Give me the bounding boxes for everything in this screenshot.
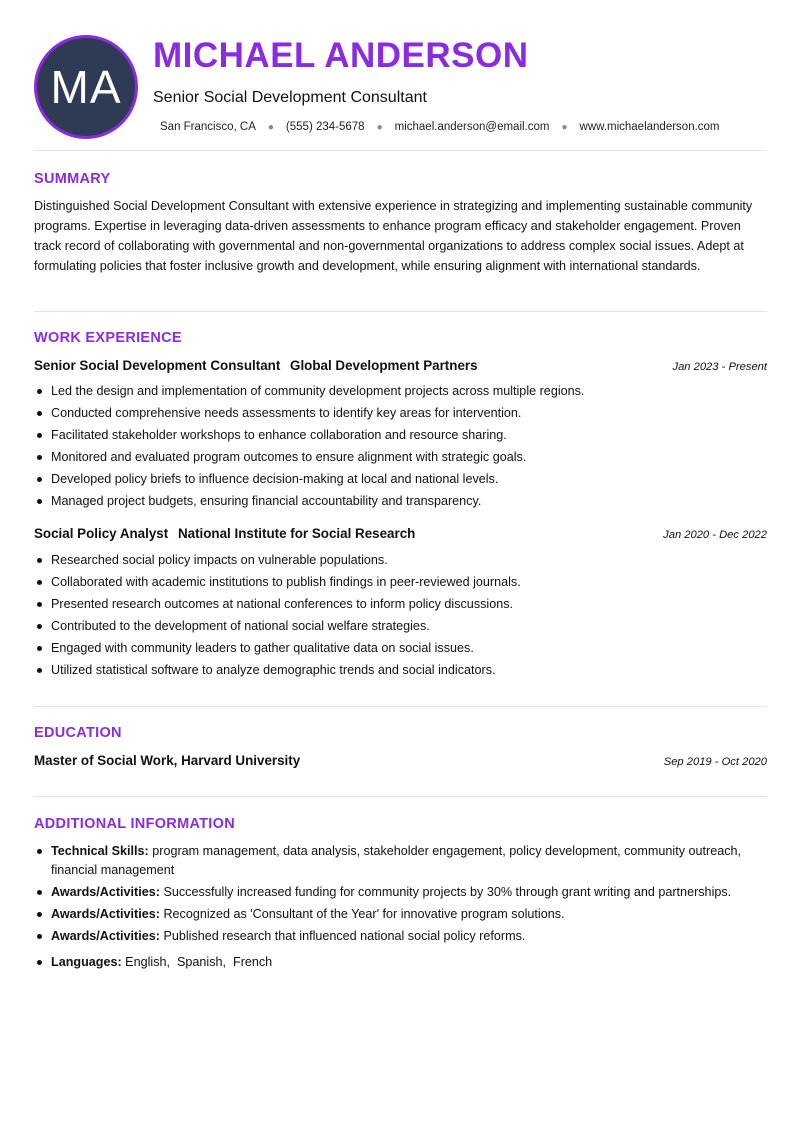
info-label: Languages:	[51, 955, 122, 969]
info-text: English, Spanish, French	[121, 955, 273, 969]
section-heading-additional: ADDITIONAL INFORMATION	[34, 816, 235, 832]
education-entry	[34, 753, 767, 768]
bullet-separator-icon: ●	[561, 121, 568, 133]
info-text: Recognized as 'Consultant of the Year' for innovative program solutions.	[159, 907, 565, 921]
list-item: Engaged with community leaders to gather qualitative data on social issues.	[34, 637, 767, 659]
bullet-separator-icon: ●	[267, 121, 274, 133]
info-text: Successfully increased funding for community projects by 30% through grant writing and partnerships.	[159, 885, 732, 899]
contact-phone: (555) 234-5678	[285, 121, 365, 133]
avatar	[34, 35, 138, 139]
education-dates: Sep 2019 - Oct 2020	[663, 756, 767, 768]
candidate-title: Senior Social Development Consultant	[153, 89, 427, 106]
job-dates: Jan 2020 - Dec 2022	[663, 529, 767, 541]
job-role: Social Policy Analyst	[34, 526, 169, 541]
divider	[34, 796, 767, 797]
section-heading-education: EDUCATION	[34, 725, 122, 741]
contact-email[interactable]: michael.anderson@email.com	[394, 121, 550, 133]
list-item: Conducted comprehensive needs assessments to identify key areas for intervention.	[34, 402, 767, 424]
job-bullets	[34, 549, 767, 681]
job-company: National Institute for Social Research	[177, 526, 416, 541]
list-item	[34, 953, 754, 972]
list-item: Presented research outcomes at national conferences to inform policy discussions.	[34, 593, 767, 615]
list-item: Contributed to the development of national social welfare strategies.	[34, 615, 767, 637]
list-item: Collaborated with academic institutions to publish findings in peer-reviewed journals.	[34, 571, 767, 593]
candidate-name: MICHAEL ANDERSON	[153, 36, 529, 75]
info-label: Awards/Activities:	[51, 885, 160, 899]
list-item: Managed project budgets, ensuring financial accountability and transparency.	[34, 490, 767, 512]
divider	[34, 150, 767, 151]
education-degree: Master of Social Work, Harvard University	[34, 753, 301, 768]
resume-header	[0, 0, 800, 150]
job-header	[34, 526, 767, 541]
section-heading-summary: SUMMARY	[34, 171, 111, 187]
list-item	[34, 883, 754, 902]
list-item: Monitored and evaluated program outcomes to ensure alignment with strategic goals.	[34, 446, 767, 468]
summary-text: Distinguished Social Development Consultant with extensive experience in strategizing and implementing sustainable community programs. Expertise in leveraging data-driven assessments to enhance program efficacy and stakeholder engagement. Proven track record of collaborating with governmental and non-governmental organizations to address complex social issues. Adept at formulating policies that foster inclusive growth and development, while ensuring alignment with international standards.	[34, 199, 753, 273]
list-item: Led the design and implementation of community development projects across multiple regions.	[34, 380, 767, 402]
info-label: Awards/Activities:	[51, 907, 160, 921]
job-dates: Jan 2023 - Present	[672, 361, 767, 373]
list-item	[34, 905, 754, 924]
job-bullets	[34, 380, 767, 512]
info-label: Awards/Activities:	[51, 929, 160, 943]
contact-website[interactable]: www.michaelanderson.com	[579, 121, 720, 133]
job-role: Senior Social Development Consultant	[34, 358, 281, 373]
job-header	[34, 358, 767, 373]
bullet-separator-icon: ●	[376, 121, 383, 133]
divider	[34, 311, 767, 312]
job-company: Global Development Partners	[290, 358, 478, 373]
info-text: Published research that influenced national social policy reforms.	[159, 929, 526, 943]
info-label: Technical Skills:	[51, 844, 149, 858]
section-heading-experience: WORK EXPERIENCE	[34, 330, 182, 346]
list-item: Facilitated stakeholder workshops to enhance collaboration and resource sharing.	[34, 424, 767, 446]
list-item: Developed policy briefs to influence decision-making at local and national levels.	[34, 468, 767, 490]
info-text: program management, data analysis, stakeholder engagement, policy development, community outreach, financial management	[51, 844, 741, 877]
list-item	[34, 927, 754, 946]
list-item: Utilized statistical software to analyze demographic trends and social indicators.	[34, 659, 767, 681]
contact-location: San Francisco, CA	[160, 121, 256, 133]
additional-info-list	[34, 842, 754, 975]
contact-bar	[160, 121, 720, 133]
avatar-initials: MA	[50, 61, 122, 113]
list-item	[34, 842, 754, 880]
divider	[34, 706, 767, 707]
list-item: Researched social policy impacts on vulnerable populations.	[34, 549, 767, 571]
